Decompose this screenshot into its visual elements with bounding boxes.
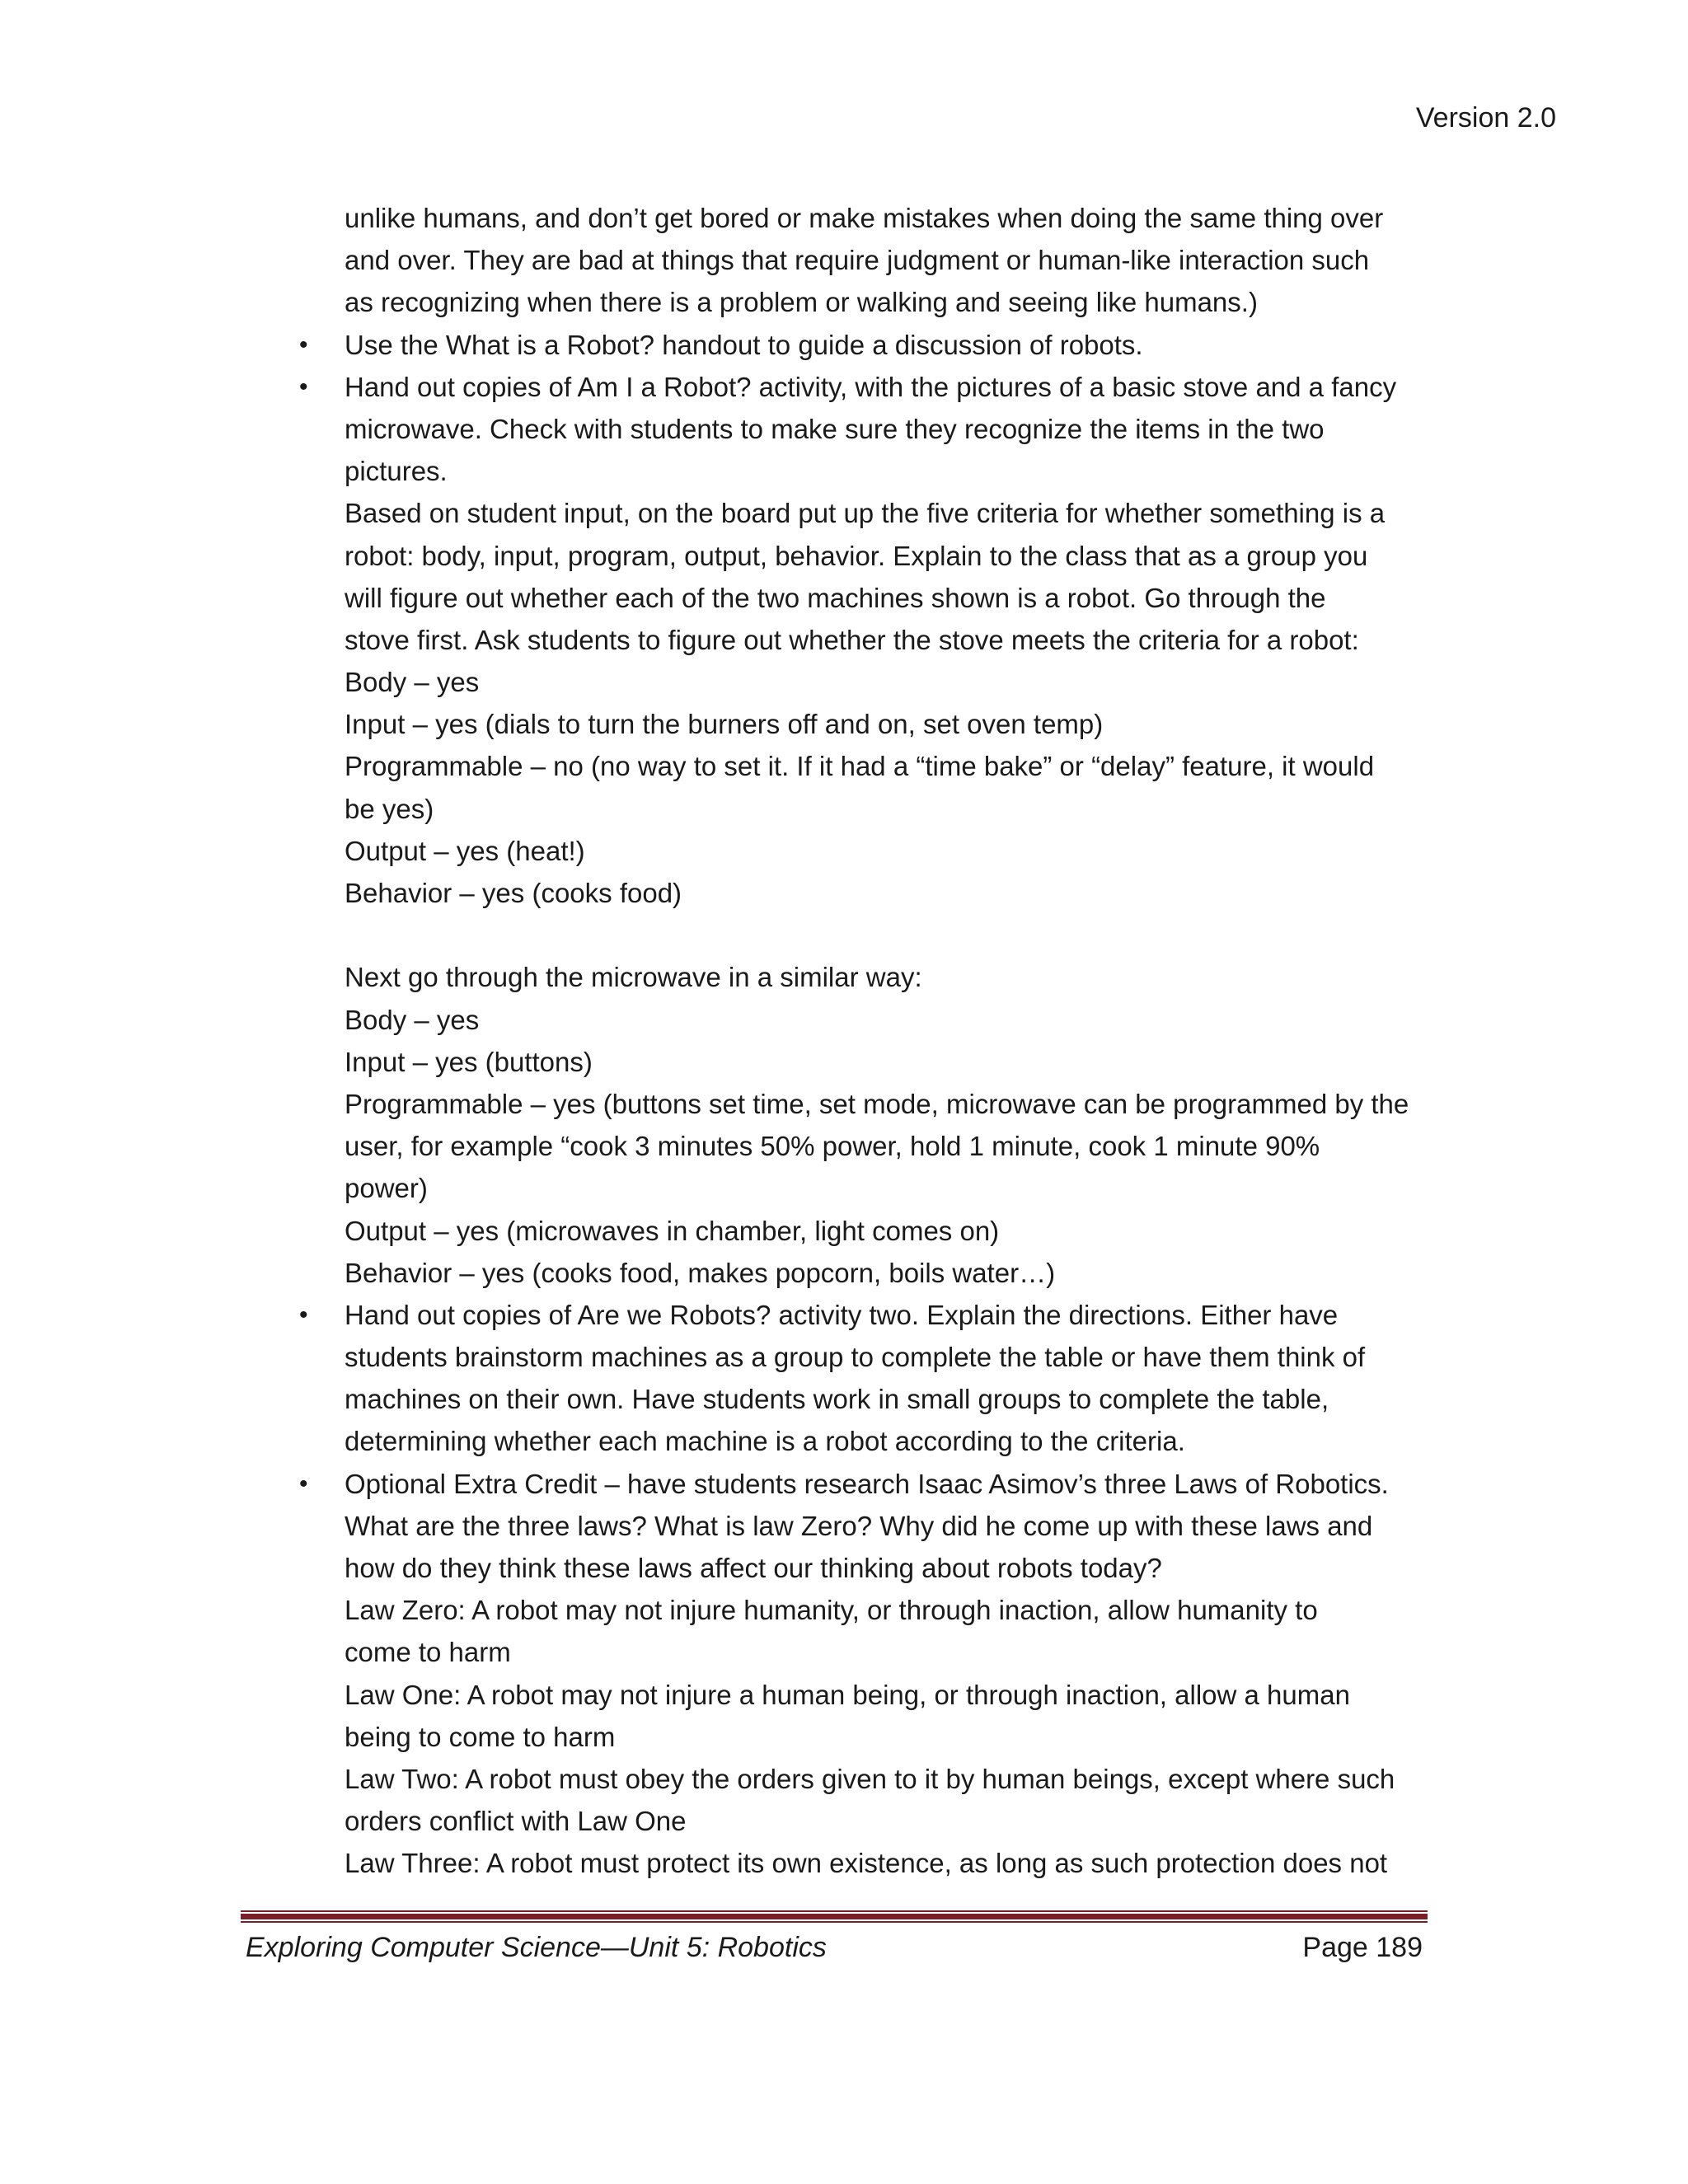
line-text: Programmable – no (no way to set it. If it had a “time bake” or “delay” feature, it would [345, 751, 1375, 782]
text-line [345, 1842, 1441, 1884]
text-line [345, 1589, 1441, 1631]
line-text: will figure out whether each of the two machines shown is a robot. Go through the [345, 582, 1326, 613]
line-text: Input – yes (buttons) [345, 1046, 593, 1077]
line-text: determining whether each machine is a robot according to the criteria. [345, 1426, 1185, 1457]
text-line [345, 999, 1441, 1041]
line-text: user, for example “cook 3 minutes 50% power, hold 1 minute, cook 1 minute 90% [345, 1131, 1320, 1162]
text-line [345, 1547, 1441, 1589]
line-text: What are the three laws? What is law Zero? Why did he come up with these laws and [345, 1510, 1373, 1541]
text-line [345, 872, 1441, 914]
text-line [345, 1716, 1441, 1758]
line-text: Law Zero: A robot may not injure humanity, or through inaction, allow humanity to [345, 1595, 1318, 1626]
text-line [345, 703, 1441, 745]
text-line [345, 1800, 1441, 1842]
text-line [345, 1420, 1441, 1462]
line-text: pictures. [345, 456, 448, 487]
version-label: Version 2.0 [1415, 102, 1556, 134]
line-text: and over. They are bad at things that require judgment or human-like interaction such [345, 245, 1370, 276]
text-line [345, 492, 1441, 534]
line-text: Input – yes (dials to turn the burners off and on, set oven temp) [345, 709, 1104, 740]
text-line [345, 577, 1441, 619]
text-line [345, 1631, 1441, 1673]
line-text: as recognizing when there is a problem or walking and seeing like humans.) [345, 287, 1258, 318]
text-line [345, 1167, 1441, 1209]
text-line [345, 239, 1441, 281]
text-line [345, 450, 1441, 492]
text-line [345, 914, 1441, 956]
line-text: students brainstorm machines as a group to complete the table or have them think of [345, 1342, 1366, 1373]
text-line [345, 661, 1441, 703]
text-line [345, 619, 1441, 661]
line-text: unlike humans, and don’t get bored or make mistakes when doing the same thing over [345, 203, 1384, 233]
bullet-item-line [299, 324, 1441, 366]
bullet-item-line [299, 1294, 1441, 1336]
bullet-icon: • [299, 330, 308, 359]
bullet-item-line [299, 1463, 1441, 1505]
line-text: be yes) [345, 793, 434, 824]
line-text: how do they think these laws affect our thinking about robots today? [345, 1553, 1162, 1583]
line-text: Hand out copies of Am I a Robot? activity, with the pictures of a basic stove and a fancy [345, 371, 1397, 402]
line-text: Law Two: A robot must obey the orders given to it by human beings, except where such [345, 1763, 1395, 1794]
bullet-icon: • [299, 1301, 308, 1329]
text-line [345, 1041, 1441, 1083]
line-text: Behavior – yes (cooks food) [345, 878, 682, 908]
line-text: Next go through the microwave in a similar way: [345, 962, 922, 993]
line-text: Optional Extra Credit – have students research Isaac Asimov’s three Laws of Robotics. [345, 1468, 1389, 1499]
line-text: come to harm [345, 1637, 511, 1668]
line-text: orders conflict with Law One [345, 1806, 687, 1837]
text-line [345, 1125, 1441, 1167]
text-line [345, 1758, 1441, 1800]
line-text: Body – yes [345, 1004, 480, 1035]
text-line [345, 1378, 1441, 1420]
text-line [345, 408, 1441, 450]
footer-rule [241, 1910, 1428, 1923]
text-line [345, 830, 1441, 872]
line-text: Output – yes (heat!) [345, 835, 585, 866]
text-line [345, 956, 1441, 998]
line-text: Programmable – yes (buttons set time, set mode, microwave can be programmed by the [345, 1088, 1409, 1119]
line-text: stove first. Ask students to figure out whether the stove meets the criteria for a robot: [345, 624, 1359, 655]
line-text: Body – yes [345, 667, 480, 698]
text-line [345, 1505, 1441, 1547]
line-text: Hand out copies of Are we Robots? activity two. Explain the directions. Either have [345, 1299, 1339, 1330]
line-text: Use the What is a Robot? handout to guide a discussion of robots. [345, 329, 1143, 360]
line-text: machines on their own. Have students work in small groups to complete the table, [345, 1384, 1329, 1415]
line-text: Law Three: A robot must protect its own existence, as long as such protection does not [345, 1848, 1388, 1879]
page-number: Page 189 [1302, 1932, 1423, 1963]
line-text: being to come to harm [345, 1721, 616, 1752]
body-text [299, 197, 1441, 1885]
line-text: Law One: A robot may not injure a human being, or through inaction, allow a human [345, 1679, 1350, 1710]
bullet-icon: • [299, 373, 308, 401]
text-line [345, 197, 1441, 239]
text-line [345, 1336, 1441, 1378]
text-line [345, 788, 1441, 830]
text-line [345, 745, 1441, 787]
line-text: power) [345, 1173, 428, 1204]
line-text: Based on student input, on the board put up the five criteria for whether something is a [345, 498, 1386, 529]
line-text: robot: body, input, program, output, behavior. Explain to the class that as a group you [345, 540, 1368, 571]
line-text: Behavior – yes (cooks food, makes popcorn, boils water…) [345, 1257, 1056, 1288]
text-line [345, 1674, 1441, 1716]
text-line [345, 1210, 1441, 1252]
text-line [345, 1083, 1441, 1125]
text-line [345, 1252, 1441, 1294]
bullet-item-line [299, 366, 1441, 408]
footer-title: Exploring Computer Science—Unit 5: Robotics [246, 1932, 827, 1963]
text-line [345, 281, 1441, 323]
text-line [345, 535, 1441, 577]
bullet-icon: • [299, 1469, 308, 1497]
line-text: microwave. Check with students to make sure they recognize the items in the two [345, 413, 1325, 444]
line-text: Output – yes (microwaves in chamber, light comes on) [345, 1215, 1000, 1246]
